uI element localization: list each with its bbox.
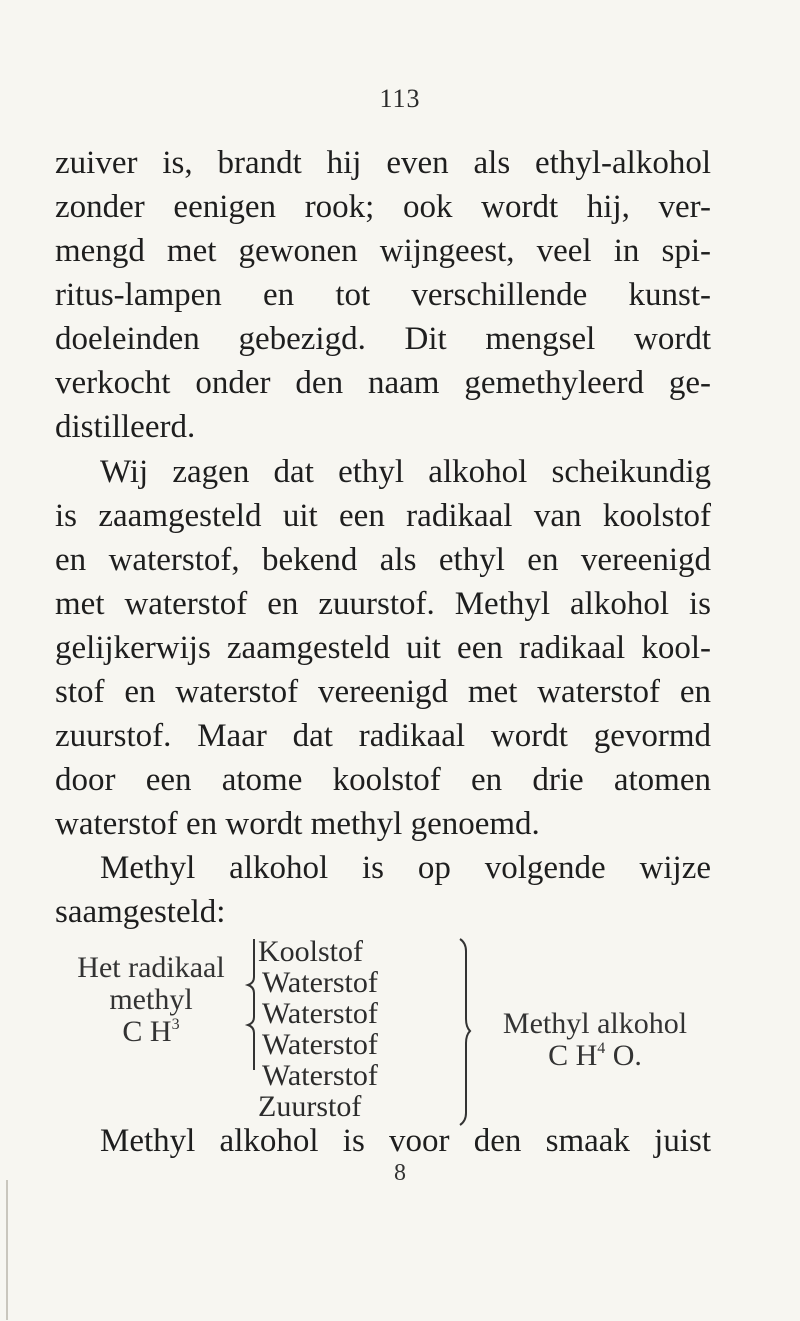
text-line: gelijkerwijs zaamgesteld uit een radikaal kool- xyxy=(55,630,711,666)
page-edge-mark xyxy=(6,1180,8,1320)
result-formula: C $H^4$ O. xyxy=(548,1039,642,1072)
text-line: met waterstof en zuurstof. Methyl alkohol is xyxy=(55,586,711,622)
radical-label: Het radikaal xyxy=(77,951,225,984)
text-line: mengd met gewonen wijngeest, veel in spi- xyxy=(55,233,711,269)
text-line: door een atome koolstof en drie atomen xyxy=(55,762,711,798)
closing-line: Methyl alkohol is voor den smaak juist xyxy=(100,1123,711,1159)
radical-block xyxy=(56,952,246,1048)
components-list xyxy=(258,936,458,1122)
text-line: ritus-lampen en tot verschillende kunst- xyxy=(55,277,711,313)
text-line: zuiver is, brandt hij even als ethyl-alkohol xyxy=(55,145,711,181)
text-line: Methyl alkohol is op volgende wijze xyxy=(100,850,711,886)
page-number: 113 xyxy=(379,84,421,113)
component-item: Zuurstof xyxy=(258,1090,362,1123)
component-item: Waterstof xyxy=(262,966,378,999)
text-line: waterstof en wordt methyl genoemd. xyxy=(55,806,540,842)
text-line: en waterstof, bekend als ethyl en vereenigd xyxy=(55,542,711,578)
text-line: is zaamgesteld uit een radikaal van koolstof xyxy=(55,498,711,534)
text-line: zuurstof. Maar dat radikaal wordt gevormd xyxy=(55,718,711,754)
text-line: zonder eenigen rook; ook wordt hij, ver- xyxy=(55,189,711,225)
text-line: saamgesteld: xyxy=(55,894,226,930)
right-brace xyxy=(456,937,472,1127)
result-block xyxy=(480,1008,710,1072)
text-line: Wij zagen dat ethyl alkohol scheikundig xyxy=(100,454,711,490)
text-line: doeleinden gebezigd. Dit mengsel wordt xyxy=(55,321,711,357)
text-line: verkocht onder den naam gemethyleerd ge- xyxy=(55,365,711,401)
component-item: Waterstof xyxy=(262,1028,378,1061)
component-item: Waterstof xyxy=(262,1059,378,1092)
radical-formula: C $H^3$ xyxy=(122,1015,180,1048)
result-label: Methyl alkohol xyxy=(502,1007,688,1040)
signature-mark: 8 xyxy=(394,1160,406,1186)
text-line: stof en waterstof vereenigd met waterstof en xyxy=(55,674,711,710)
component-item: Waterstof xyxy=(262,997,378,1030)
text-line: distilleerd. xyxy=(55,409,196,445)
radical-name: methyl xyxy=(109,983,193,1016)
component-item: Koolstof xyxy=(258,935,363,968)
